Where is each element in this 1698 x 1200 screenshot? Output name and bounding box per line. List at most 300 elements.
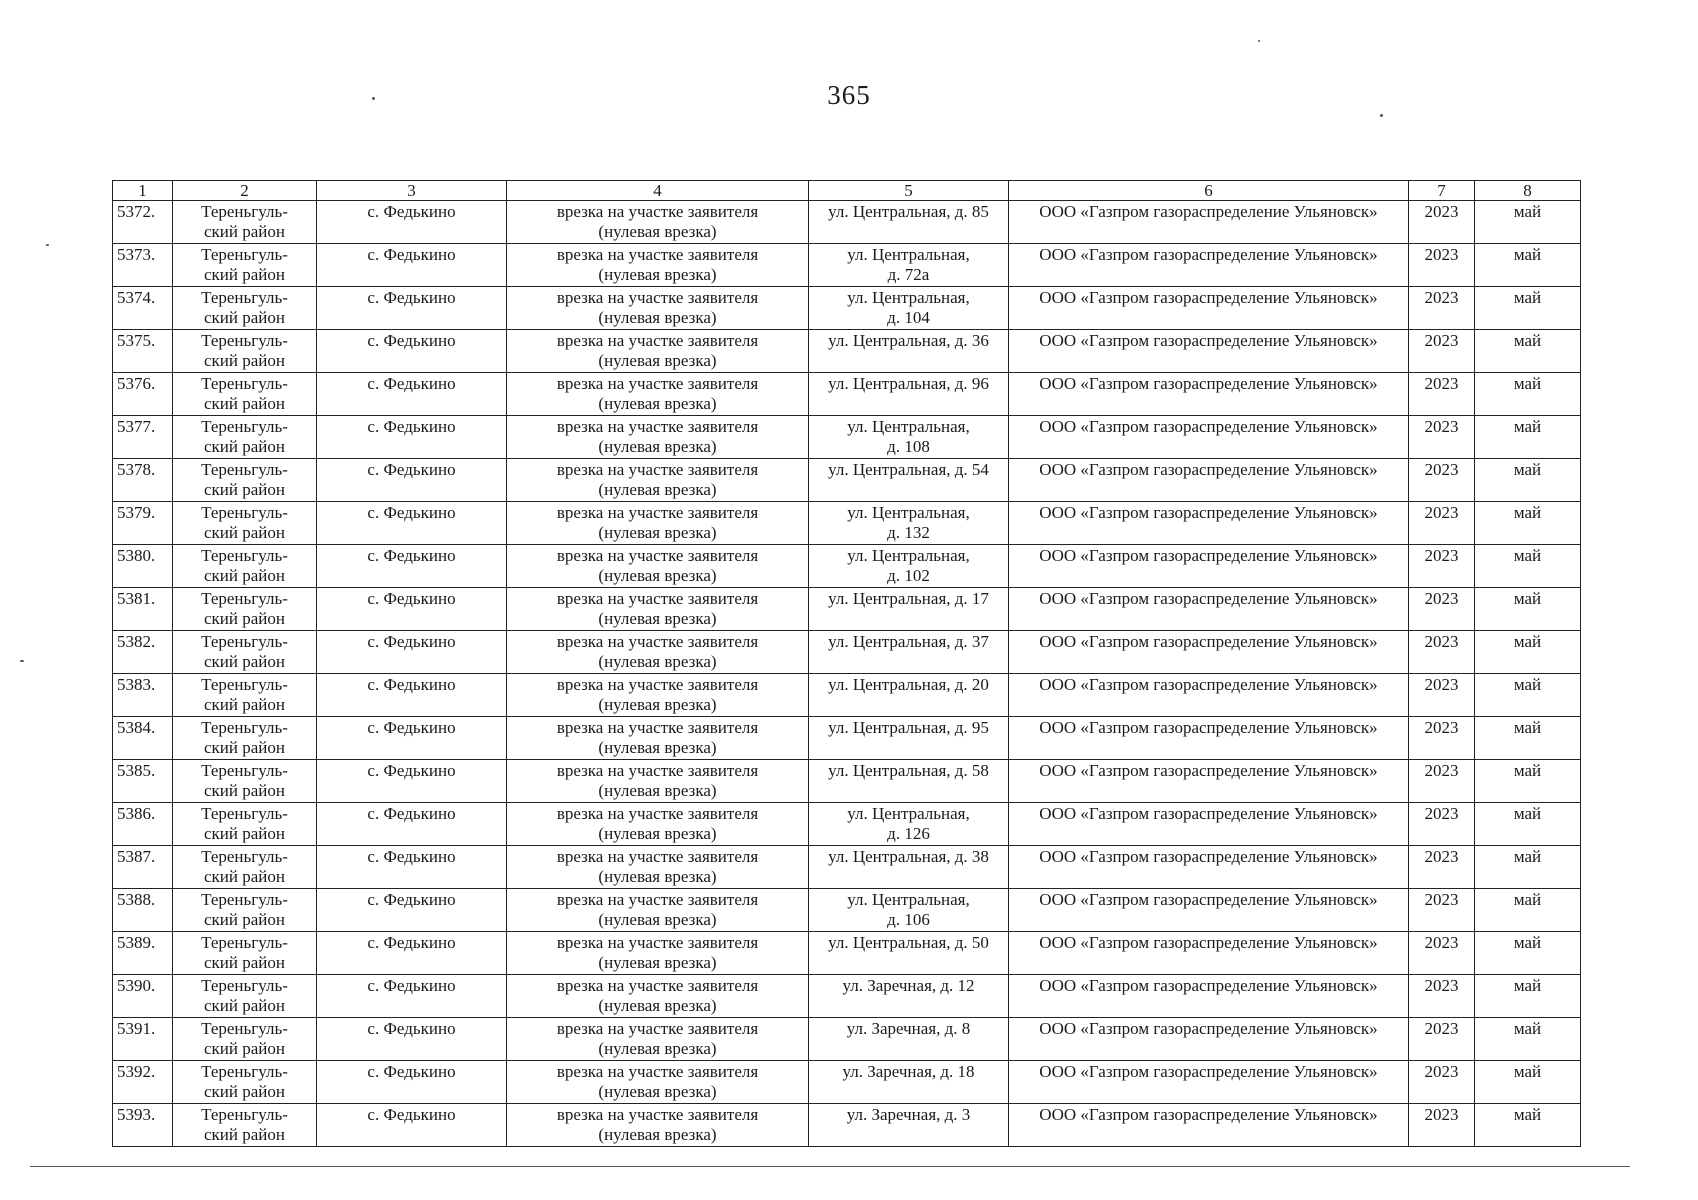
address-cell bbox=[809, 459, 1009, 502]
year-cell: 2023 bbox=[1409, 760, 1475, 803]
row-number: 5373. bbox=[113, 244, 173, 287]
year-cell: 2023 bbox=[1409, 975, 1475, 1018]
year-cell: 2023 bbox=[1409, 717, 1475, 760]
work-type-cell bbox=[507, 1104, 809, 1147]
district-cell bbox=[173, 674, 317, 717]
address-cell bbox=[809, 502, 1009, 545]
cell-line: (нулевая врезка) bbox=[598, 953, 717, 972]
table-row bbox=[113, 631, 1581, 674]
cell-line: ский район bbox=[204, 953, 285, 972]
table-row bbox=[113, 932, 1581, 975]
year-cell: 2023 bbox=[1409, 932, 1475, 975]
cell-line: (нулевая врезка) bbox=[598, 824, 717, 843]
year-cell: 2023 bbox=[1409, 459, 1475, 502]
locality-cell: с. Федькино bbox=[317, 459, 507, 502]
work-type-cell bbox=[507, 1018, 809, 1061]
cell-line: (нулевая врезка) bbox=[598, 910, 717, 929]
cell-line: Тереньгуль- bbox=[201, 202, 288, 221]
row-number: 5374. bbox=[113, 287, 173, 330]
month-cell: май bbox=[1475, 588, 1581, 631]
table-row bbox=[113, 244, 1581, 287]
work-type-cell bbox=[507, 459, 809, 502]
cell-line: д. 104 bbox=[887, 308, 930, 327]
cell-line: ский район bbox=[204, 996, 285, 1015]
address-cell bbox=[809, 1018, 1009, 1061]
work-type-cell bbox=[507, 416, 809, 459]
district-cell bbox=[173, 889, 317, 932]
table-row bbox=[113, 1104, 1581, 1147]
scan-speck bbox=[372, 97, 375, 100]
year-cell: 2023 bbox=[1409, 803, 1475, 846]
organization-cell: ООО «Газпром газораспределение Ульяновск» bbox=[1009, 588, 1409, 631]
cell-line: ул. Заречная, д. 12 bbox=[842, 976, 975, 995]
organization-cell: ООО «Газпром газораспределение Ульяновск» bbox=[1009, 1104, 1409, 1147]
month-cell: май bbox=[1475, 932, 1581, 975]
cell-line: ский район bbox=[204, 867, 285, 886]
cell-line: врезка на участке заявителя bbox=[556, 503, 759, 522]
row-number: 5379. bbox=[113, 502, 173, 545]
row-number: 5380. bbox=[113, 545, 173, 588]
address-cell bbox=[809, 416, 1009, 459]
locality-cell: с. Федькино bbox=[317, 631, 507, 674]
table-row bbox=[113, 846, 1581, 889]
district-cell bbox=[173, 244, 317, 287]
row-number: 5382. bbox=[113, 631, 173, 674]
cell-line: ул. Центральная, д. 37 bbox=[828, 632, 989, 651]
district-cell bbox=[173, 588, 317, 631]
column-header: 7 bbox=[1409, 181, 1475, 201]
cell-line: ский район bbox=[204, 910, 285, 929]
district-cell bbox=[173, 803, 317, 846]
month-cell: май bbox=[1475, 674, 1581, 717]
organization-cell: ООО «Газпром газораспределение Ульяновск» bbox=[1009, 330, 1409, 373]
table-row bbox=[113, 588, 1581, 631]
address-cell bbox=[809, 330, 1009, 373]
locality-cell: с. Федькино bbox=[317, 201, 507, 244]
district-cell bbox=[173, 201, 317, 244]
organization-cell: ООО «Газпром газораспределение Ульяновск» bbox=[1009, 674, 1409, 717]
table-row bbox=[113, 502, 1581, 545]
district-cell bbox=[173, 459, 317, 502]
table-row bbox=[113, 416, 1581, 459]
cell-line: Тереньгуль- bbox=[201, 245, 288, 264]
table-body bbox=[113, 201, 1581, 1147]
cell-line: (нулевая врезка) bbox=[598, 1125, 717, 1144]
cell-line: ский район bbox=[204, 1125, 285, 1144]
cell-line: ул. Центральная, bbox=[847, 288, 970, 307]
locality-cell: с. Федькино bbox=[317, 416, 507, 459]
cell-line: врезка на участке заявителя bbox=[556, 761, 759, 780]
cell-line: (нулевая врезка) bbox=[598, 308, 717, 327]
table-row bbox=[113, 1018, 1581, 1061]
locality-cell: с. Федькино bbox=[317, 1018, 507, 1061]
organization-cell: ООО «Газпром газораспределение Ульяновск» bbox=[1009, 717, 1409, 760]
cell-line: ул. Заречная, д. 18 bbox=[842, 1062, 975, 1081]
month-cell: май bbox=[1475, 760, 1581, 803]
locality-cell: с. Федькино bbox=[317, 975, 507, 1018]
month-cell: май bbox=[1475, 846, 1581, 889]
cell-line: Тереньгуль- bbox=[201, 718, 288, 737]
organization-cell: ООО «Газпром газораспределение Ульяновск» bbox=[1009, 760, 1409, 803]
address-cell bbox=[809, 846, 1009, 889]
cell-line: Тереньгуль- bbox=[201, 589, 288, 608]
table-row bbox=[113, 975, 1581, 1018]
cell-line: ский район bbox=[204, 566, 285, 585]
year-cell: 2023 bbox=[1409, 846, 1475, 889]
locality-cell: с. Федькино bbox=[317, 545, 507, 588]
cell-line: (нулевая врезка) bbox=[598, 695, 717, 714]
month-cell: май bbox=[1475, 201, 1581, 244]
page-number: 365 bbox=[827, 80, 871, 110]
cell-line: (нулевая врезка) bbox=[598, 1039, 717, 1058]
locality-cell: с. Федькино bbox=[317, 287, 507, 330]
year-cell: 2023 bbox=[1409, 287, 1475, 330]
work-type-cell bbox=[507, 373, 809, 416]
work-type-cell bbox=[507, 631, 809, 674]
cell-line: врезка на участке заявителя bbox=[556, 675, 759, 694]
year-cell: 2023 bbox=[1409, 1061, 1475, 1104]
column-header: 4 bbox=[507, 181, 809, 201]
cell-line: (нулевая врезка) bbox=[598, 523, 717, 542]
scan-speck bbox=[1258, 40, 1260, 42]
cell-line: врезка на участке заявителя bbox=[556, 202, 759, 221]
cell-line: ул. Центральная, bbox=[847, 417, 970, 436]
cell-line: ул. Центральная, д. 20 bbox=[828, 675, 989, 694]
year-cell: 2023 bbox=[1409, 244, 1475, 287]
address-cell bbox=[809, 803, 1009, 846]
cell-line: врезка на участке заявителя bbox=[556, 1062, 759, 1081]
month-cell: май bbox=[1475, 631, 1581, 674]
table-row bbox=[113, 803, 1581, 846]
cell-line: врезка на участке заявителя bbox=[556, 632, 759, 651]
locality-cell: с. Федькино bbox=[317, 717, 507, 760]
cell-line: Тереньгуль- bbox=[201, 1105, 288, 1124]
address-cell bbox=[809, 545, 1009, 588]
year-cell: 2023 bbox=[1409, 631, 1475, 674]
cell-line: врезка на участке заявителя bbox=[556, 417, 759, 436]
month-cell: май bbox=[1475, 1061, 1581, 1104]
cell-line: врезка на участке заявителя bbox=[556, 933, 759, 952]
address-cell bbox=[809, 674, 1009, 717]
district-cell bbox=[173, 846, 317, 889]
row-number: 5383. bbox=[113, 674, 173, 717]
organization-cell: ООО «Газпром газораспределение Ульяновск» bbox=[1009, 846, 1409, 889]
cell-line: Тереньгуль- bbox=[201, 1019, 288, 1038]
cell-line: ский район bbox=[204, 781, 285, 800]
cell-line: ский район bbox=[204, 351, 285, 370]
year-cell: 2023 bbox=[1409, 502, 1475, 545]
cell-line: ул. Центральная, д. 54 bbox=[828, 460, 989, 479]
organization-cell: ООО «Газпром газораспределение Ульяновск» bbox=[1009, 201, 1409, 244]
locality-cell: с. Федькино bbox=[317, 373, 507, 416]
work-type-cell bbox=[507, 502, 809, 545]
organization-cell: ООО «Газпром газораспределение Ульяновск» bbox=[1009, 459, 1409, 502]
cell-line: врезка на участке заявителя bbox=[556, 288, 759, 307]
address-cell bbox=[809, 373, 1009, 416]
cell-line: врезка на участке заявителя bbox=[556, 718, 759, 737]
address-cell bbox=[809, 1061, 1009, 1104]
table-row bbox=[113, 1061, 1581, 1104]
cell-line: ский район bbox=[204, 609, 285, 628]
address-cell bbox=[809, 1104, 1009, 1147]
locality-cell: с. Федькино bbox=[317, 502, 507, 545]
cell-line: Тереньгуль- bbox=[201, 847, 288, 866]
district-cell bbox=[173, 717, 317, 760]
address-cell bbox=[809, 588, 1009, 631]
work-type-cell bbox=[507, 330, 809, 373]
bottom-rule bbox=[30, 1166, 1630, 1167]
organization-cell: ООО «Газпром газораспределение Ульяновск» bbox=[1009, 631, 1409, 674]
cell-line: (нулевая врезка) bbox=[598, 738, 717, 757]
row-number: 5390. bbox=[113, 975, 173, 1018]
cell-line: ский район bbox=[204, 437, 285, 456]
table-row bbox=[113, 373, 1581, 416]
cell-line: ский район bbox=[204, 652, 285, 671]
row-number: 5386. bbox=[113, 803, 173, 846]
cell-line: ул. Центральная, д. 85 bbox=[828, 202, 989, 221]
locality-cell: с. Федькино bbox=[317, 889, 507, 932]
column-header: 1 bbox=[113, 181, 173, 201]
cell-line: ский район bbox=[204, 394, 285, 413]
cell-line: Тереньгуль- bbox=[201, 288, 288, 307]
column-header: 8 bbox=[1475, 181, 1581, 201]
row-number: 5384. bbox=[113, 717, 173, 760]
cell-line: д. 108 bbox=[887, 437, 930, 456]
row-number: 5392. bbox=[113, 1061, 173, 1104]
cell-line: Тереньгуль- bbox=[201, 632, 288, 651]
schedule-table-container bbox=[112, 180, 1581, 1147]
cell-line: (нулевая врезка) bbox=[598, 265, 717, 284]
table-row bbox=[113, 545, 1581, 588]
row-number: 5389. bbox=[113, 932, 173, 975]
cell-line: (нулевая врезка) bbox=[598, 609, 717, 628]
year-cell: 2023 bbox=[1409, 1018, 1475, 1061]
cell-line: (нулевая врезка) bbox=[598, 437, 717, 456]
organization-cell: ООО «Газпром газораспределение Ульяновск» bbox=[1009, 373, 1409, 416]
cell-line: ул. Центральная, д. 96 bbox=[828, 374, 989, 393]
address-cell bbox=[809, 201, 1009, 244]
month-cell: май bbox=[1475, 545, 1581, 588]
column-number-row bbox=[113, 181, 1581, 201]
scan-speck bbox=[20, 660, 24, 662]
cell-line: Тереньгуль- bbox=[201, 503, 288, 522]
cell-line: ул. Центральная, bbox=[847, 245, 970, 264]
district-cell bbox=[173, 1104, 317, 1147]
cell-line: ул. Заречная, д. 3 bbox=[846, 1105, 971, 1124]
address-cell bbox=[809, 631, 1009, 674]
cell-line: врезка на участке заявителя bbox=[556, 374, 759, 393]
table-row bbox=[113, 760, 1581, 803]
row-number: 5375. bbox=[113, 330, 173, 373]
cell-line: Тереньгуль- bbox=[201, 417, 288, 436]
cell-line: врезка на участке заявителя bbox=[556, 245, 759, 264]
cell-line: ул. Центральная, bbox=[847, 890, 970, 909]
organization-cell: ООО «Газпром газораспределение Ульяновск» bbox=[1009, 932, 1409, 975]
cell-line: ул. Центральная, bbox=[847, 804, 970, 823]
cell-line: ул. Центральная, bbox=[847, 503, 970, 522]
cell-line: ский район bbox=[204, 480, 285, 499]
district-cell bbox=[173, 631, 317, 674]
column-header: 6 bbox=[1009, 181, 1409, 201]
cell-line: ул. Центральная, д. 38 bbox=[828, 847, 989, 866]
cell-line: врезка на участке заявителя bbox=[556, 1105, 759, 1124]
work-type-cell bbox=[507, 932, 809, 975]
cell-line: врезка на участке заявителя bbox=[556, 331, 759, 350]
work-type-cell bbox=[507, 803, 809, 846]
work-type-cell bbox=[507, 545, 809, 588]
district-cell bbox=[173, 975, 317, 1018]
organization-cell: ООО «Газпром газораспределение Ульяновск» bbox=[1009, 1018, 1409, 1061]
cell-line: (нулевая врезка) bbox=[598, 652, 717, 671]
cell-line: ский район bbox=[204, 523, 285, 542]
table-row bbox=[113, 674, 1581, 717]
column-header: 2 bbox=[173, 181, 317, 201]
cell-line: д. 106 bbox=[887, 910, 930, 929]
cell-line: д. 72а bbox=[887, 265, 930, 284]
month-cell: май bbox=[1475, 244, 1581, 287]
month-cell: май bbox=[1475, 416, 1581, 459]
work-type-cell bbox=[507, 244, 809, 287]
organization-cell: ООО «Газпром газораспределение Ульяновск» bbox=[1009, 244, 1409, 287]
month-cell: май bbox=[1475, 889, 1581, 932]
organization-cell: ООО «Газпром газораспределение Ульяновск» bbox=[1009, 416, 1409, 459]
locality-cell: с. Федькино bbox=[317, 588, 507, 631]
district-cell bbox=[173, 330, 317, 373]
cell-line: ский район bbox=[204, 695, 285, 714]
cell-line: д. 132 bbox=[887, 523, 930, 542]
cell-line: ский район bbox=[204, 265, 285, 284]
row-number: 5377. bbox=[113, 416, 173, 459]
cell-line: Тереньгуль- bbox=[201, 374, 288, 393]
address-cell bbox=[809, 889, 1009, 932]
address-cell bbox=[809, 975, 1009, 1018]
cell-line: Тереньгуль- bbox=[201, 804, 288, 823]
cell-line: Тереньгуль- bbox=[201, 331, 288, 350]
cell-line: Тереньгуль- bbox=[201, 1062, 288, 1081]
cell-line: (нулевая врезка) bbox=[598, 351, 717, 370]
row-number: 5385. bbox=[113, 760, 173, 803]
locality-cell: с. Федькино bbox=[317, 760, 507, 803]
address-cell bbox=[809, 244, 1009, 287]
cell-line: врезка на участке заявителя bbox=[556, 890, 759, 909]
district-cell bbox=[173, 1018, 317, 1061]
schedule-table bbox=[112, 180, 1581, 1147]
cell-line: врезка на участке заявителя bbox=[556, 976, 759, 995]
organization-cell: ООО «Газпром газораспределение Ульяновск» bbox=[1009, 1061, 1409, 1104]
work-type-cell bbox=[507, 846, 809, 889]
month-cell: май bbox=[1475, 373, 1581, 416]
cell-line: врезка на участке заявителя bbox=[556, 589, 759, 608]
row-number: 5376. bbox=[113, 373, 173, 416]
month-cell: май bbox=[1475, 502, 1581, 545]
cell-line: Тереньгуль- bbox=[201, 761, 288, 780]
organization-cell: ООО «Газпром газораспределение Ульяновск» bbox=[1009, 889, 1409, 932]
month-cell: май bbox=[1475, 459, 1581, 502]
cell-line: врезка на участке заявителя bbox=[556, 1019, 759, 1038]
row-number: 5393. bbox=[113, 1104, 173, 1147]
cell-line: ский район bbox=[204, 1039, 285, 1058]
cell-line: ский район bbox=[204, 222, 285, 241]
address-cell bbox=[809, 760, 1009, 803]
organization-cell: ООО «Газпром газораспределение Ульяновск» bbox=[1009, 803, 1409, 846]
month-cell: май bbox=[1475, 330, 1581, 373]
year-cell: 2023 bbox=[1409, 674, 1475, 717]
locality-cell: с. Федькино bbox=[317, 846, 507, 889]
year-cell: 2023 bbox=[1409, 416, 1475, 459]
locality-cell: с. Федькино bbox=[317, 1104, 507, 1147]
organization-cell: ООО «Газпром газораспределение Ульяновск» bbox=[1009, 502, 1409, 545]
year-cell: 2023 bbox=[1409, 889, 1475, 932]
cell-line: Тереньгуль- bbox=[201, 460, 288, 479]
cell-line: (нулевая врезка) bbox=[598, 394, 717, 413]
cell-line: (нулевая врезка) bbox=[598, 996, 717, 1015]
row-number: 5381. bbox=[113, 588, 173, 631]
address-cell bbox=[809, 287, 1009, 330]
table-row bbox=[113, 201, 1581, 244]
column-header: 3 bbox=[317, 181, 507, 201]
locality-cell: с. Федькино bbox=[317, 330, 507, 373]
table-row bbox=[113, 330, 1581, 373]
cell-line: ский район bbox=[204, 308, 285, 327]
locality-cell: с. Федькино bbox=[317, 674, 507, 717]
cell-line: (нулевая врезка) bbox=[598, 781, 717, 800]
address-cell bbox=[809, 932, 1009, 975]
district-cell bbox=[173, 416, 317, 459]
work-type-cell bbox=[507, 1061, 809, 1104]
cell-line: ский район bbox=[204, 824, 285, 843]
month-cell: май bbox=[1475, 803, 1581, 846]
work-type-cell bbox=[507, 588, 809, 631]
organization-cell: ООО «Газпром газораспределение Ульяновск» bbox=[1009, 975, 1409, 1018]
work-type-cell bbox=[507, 674, 809, 717]
row-number: 5387. bbox=[113, 846, 173, 889]
address-cell bbox=[809, 717, 1009, 760]
cell-line: ул. Центральная, д. 58 bbox=[828, 761, 989, 780]
cell-line: д. 126 bbox=[887, 824, 930, 843]
cell-line: ский район bbox=[204, 1082, 285, 1101]
district-cell bbox=[173, 932, 317, 975]
district-cell bbox=[173, 502, 317, 545]
year-cell: 2023 bbox=[1409, 545, 1475, 588]
year-cell: 2023 bbox=[1409, 201, 1475, 244]
month-cell: май bbox=[1475, 717, 1581, 760]
locality-cell: с. Федькино bbox=[317, 244, 507, 287]
cell-line: Тереньгуль- bbox=[201, 675, 288, 694]
table-row bbox=[113, 287, 1581, 330]
month-cell: май bbox=[1475, 975, 1581, 1018]
district-cell bbox=[173, 545, 317, 588]
table-row bbox=[113, 889, 1581, 932]
cell-line: Тереньгуль- bbox=[201, 546, 288, 565]
work-type-cell bbox=[507, 760, 809, 803]
cell-line: врезка на участке заявителя bbox=[556, 460, 759, 479]
cell-line: (нулевая врезка) bbox=[598, 480, 717, 499]
cell-line: ул. Центральная, bbox=[847, 546, 970, 565]
scan-speck bbox=[1380, 114, 1383, 117]
organization-cell: ООО «Газпром газораспределение Ульяновск» bbox=[1009, 287, 1409, 330]
district-cell bbox=[173, 287, 317, 330]
month-cell: май bbox=[1475, 287, 1581, 330]
cell-line: врезка на участке заявителя bbox=[556, 847, 759, 866]
locality-cell: с. Федькино bbox=[317, 932, 507, 975]
district-cell bbox=[173, 1061, 317, 1104]
cell-line: ул. Центральная, д. 50 bbox=[828, 933, 989, 952]
cell-line: д. 102 bbox=[887, 566, 930, 585]
work-type-cell bbox=[507, 889, 809, 932]
year-cell: 2023 bbox=[1409, 373, 1475, 416]
cell-line: ский район bbox=[204, 738, 285, 757]
cell-line: ул. Центральная, д. 36 bbox=[828, 331, 989, 350]
